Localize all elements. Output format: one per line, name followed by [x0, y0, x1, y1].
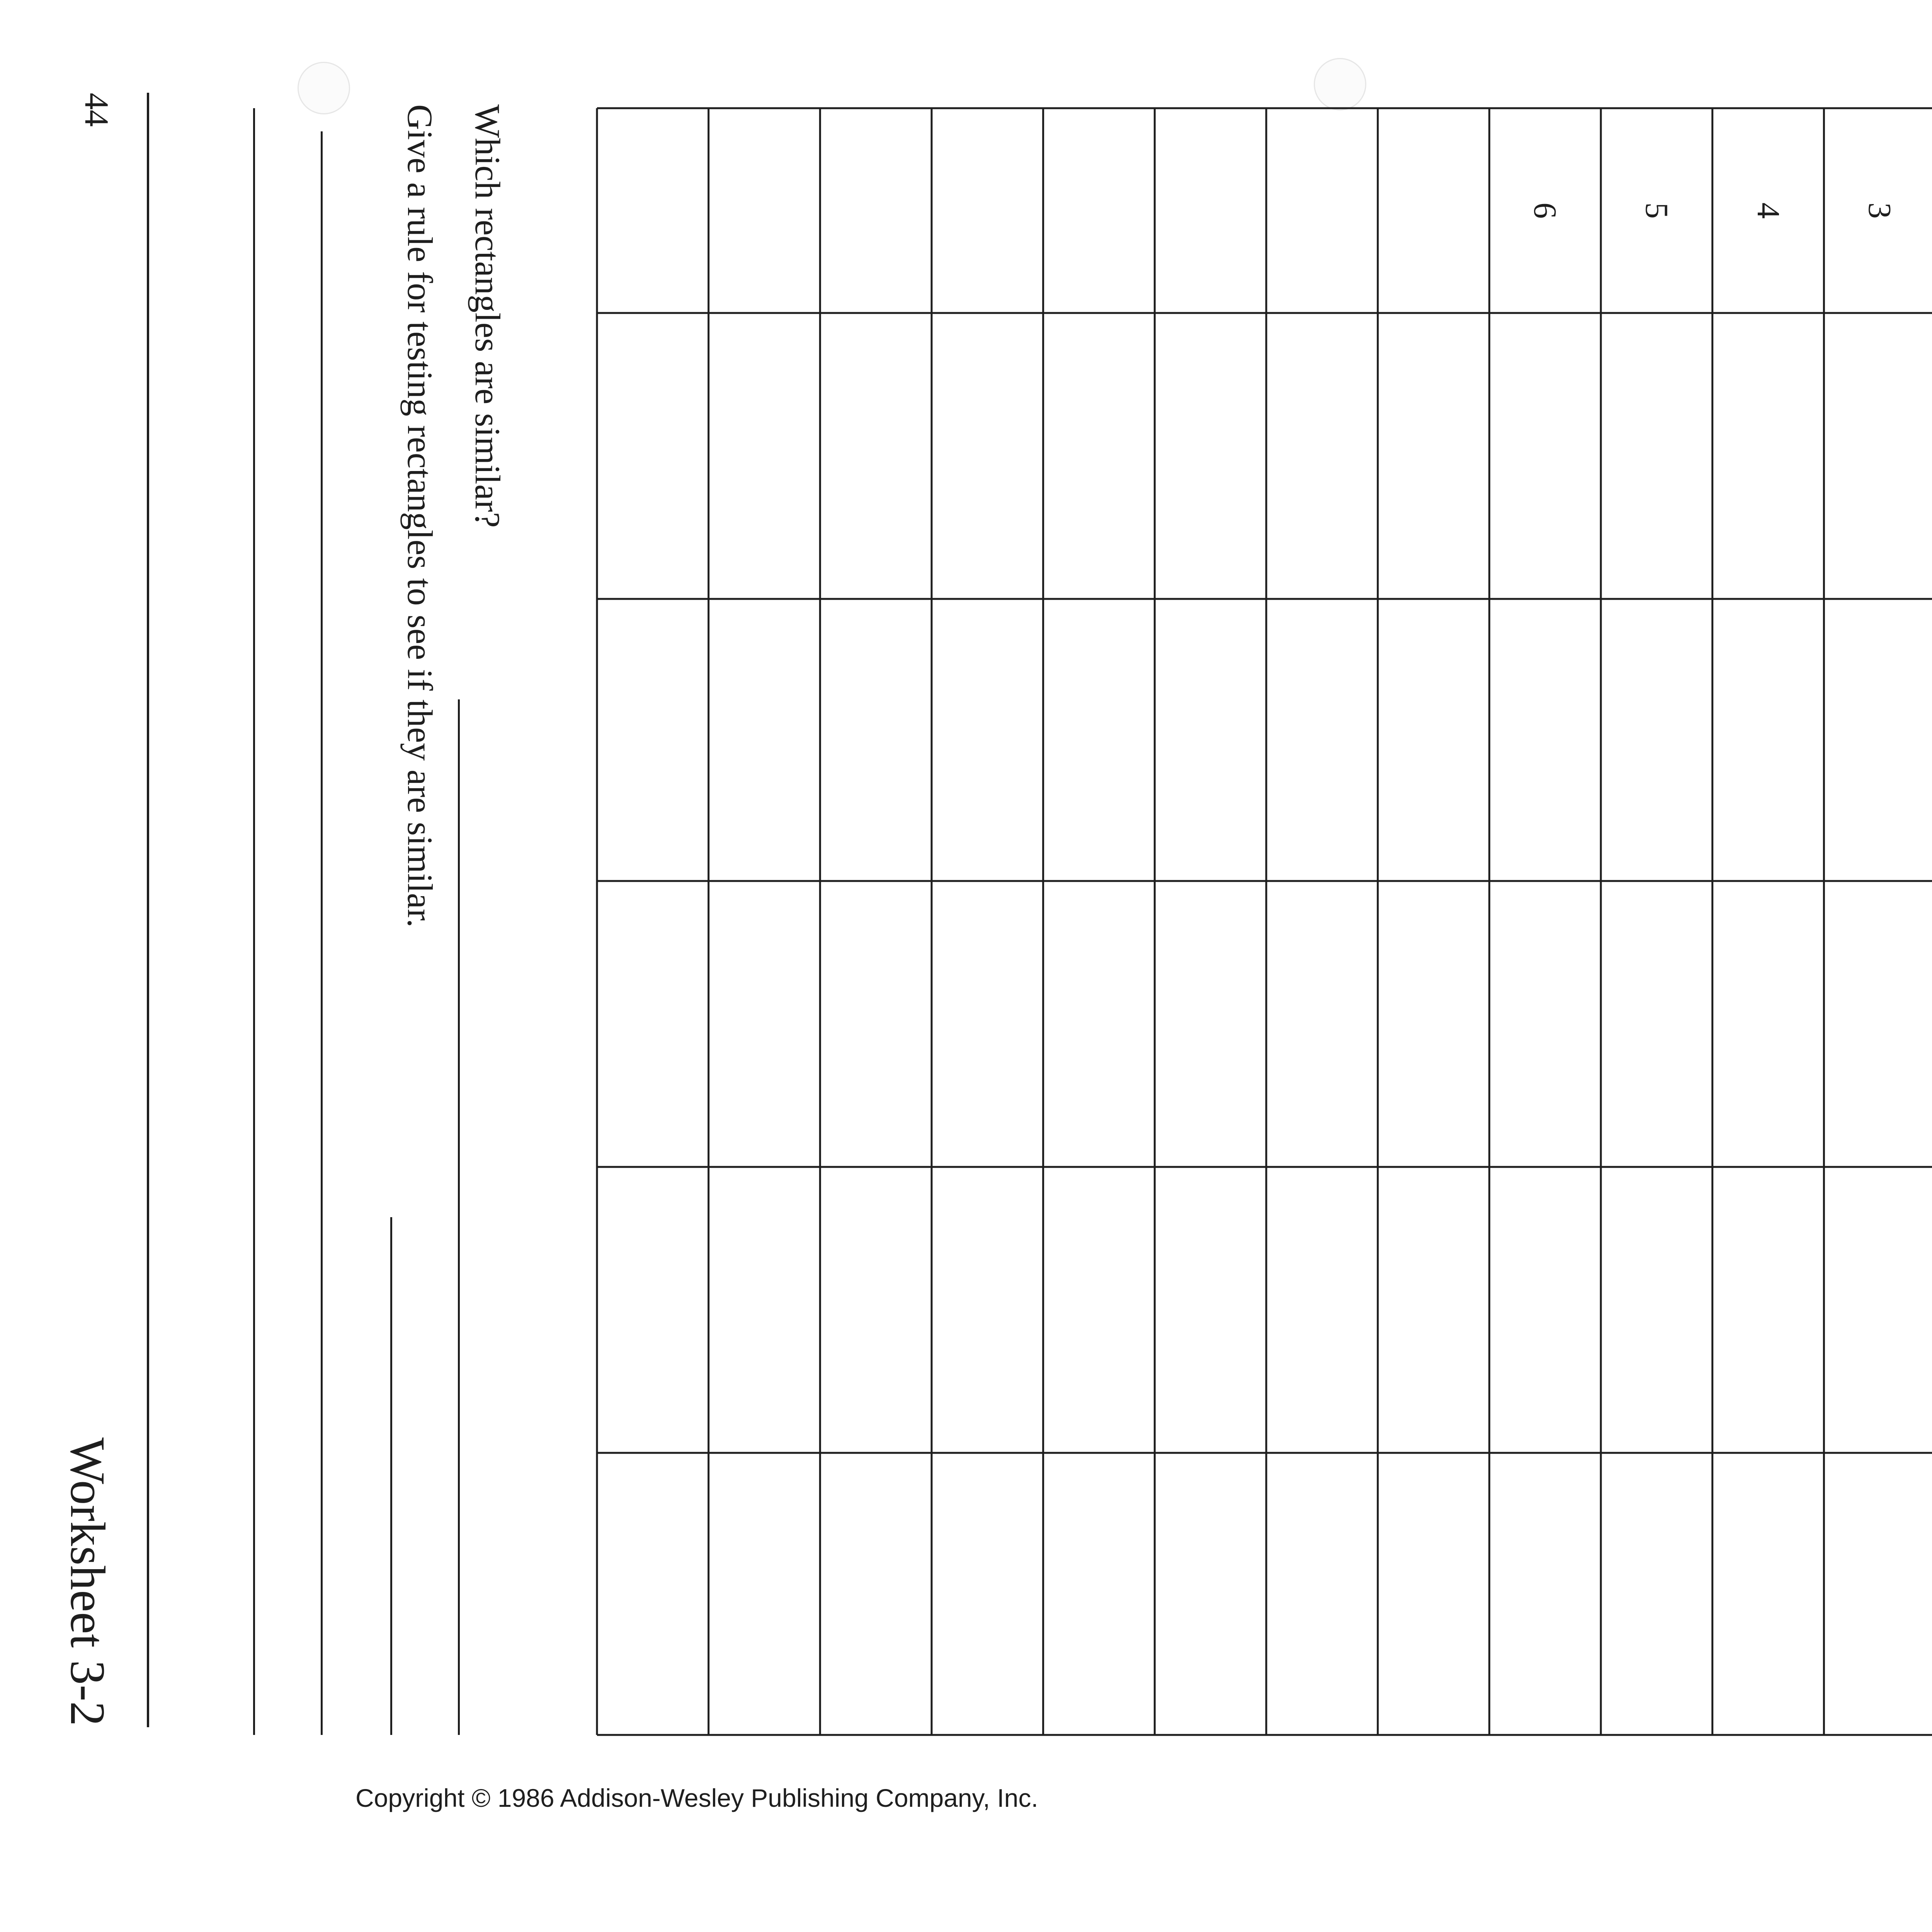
- row-label: 6: [1527, 202, 1563, 219]
- answer-line[interactable]: [321, 131, 323, 1735]
- answer-line-rule[interactable]: [390, 1217, 392, 1735]
- footer-rule: [147, 93, 149, 1727]
- question-rule: Give a rule for testing rectangles to see if they are similar.: [400, 104, 440, 928]
- copyright-notice: Copyright © 1986 Addison-Wesley Publishing Company, Inc.: [355, 1784, 1038, 1812]
- worksheet-label: Worksheet 3-2: [60, 1437, 115, 1726]
- question-similar: Which rectangles are similar?: [468, 104, 507, 528]
- page-number: 44: [78, 93, 115, 127]
- row-label: 4: [1750, 202, 1786, 219]
- answer-line[interactable]: [253, 108, 255, 1735]
- row-label: 5: [1638, 202, 1675, 219]
- answer-line-similar[interactable]: [458, 699, 460, 1735]
- row-label: 3: [1862, 202, 1898, 219]
